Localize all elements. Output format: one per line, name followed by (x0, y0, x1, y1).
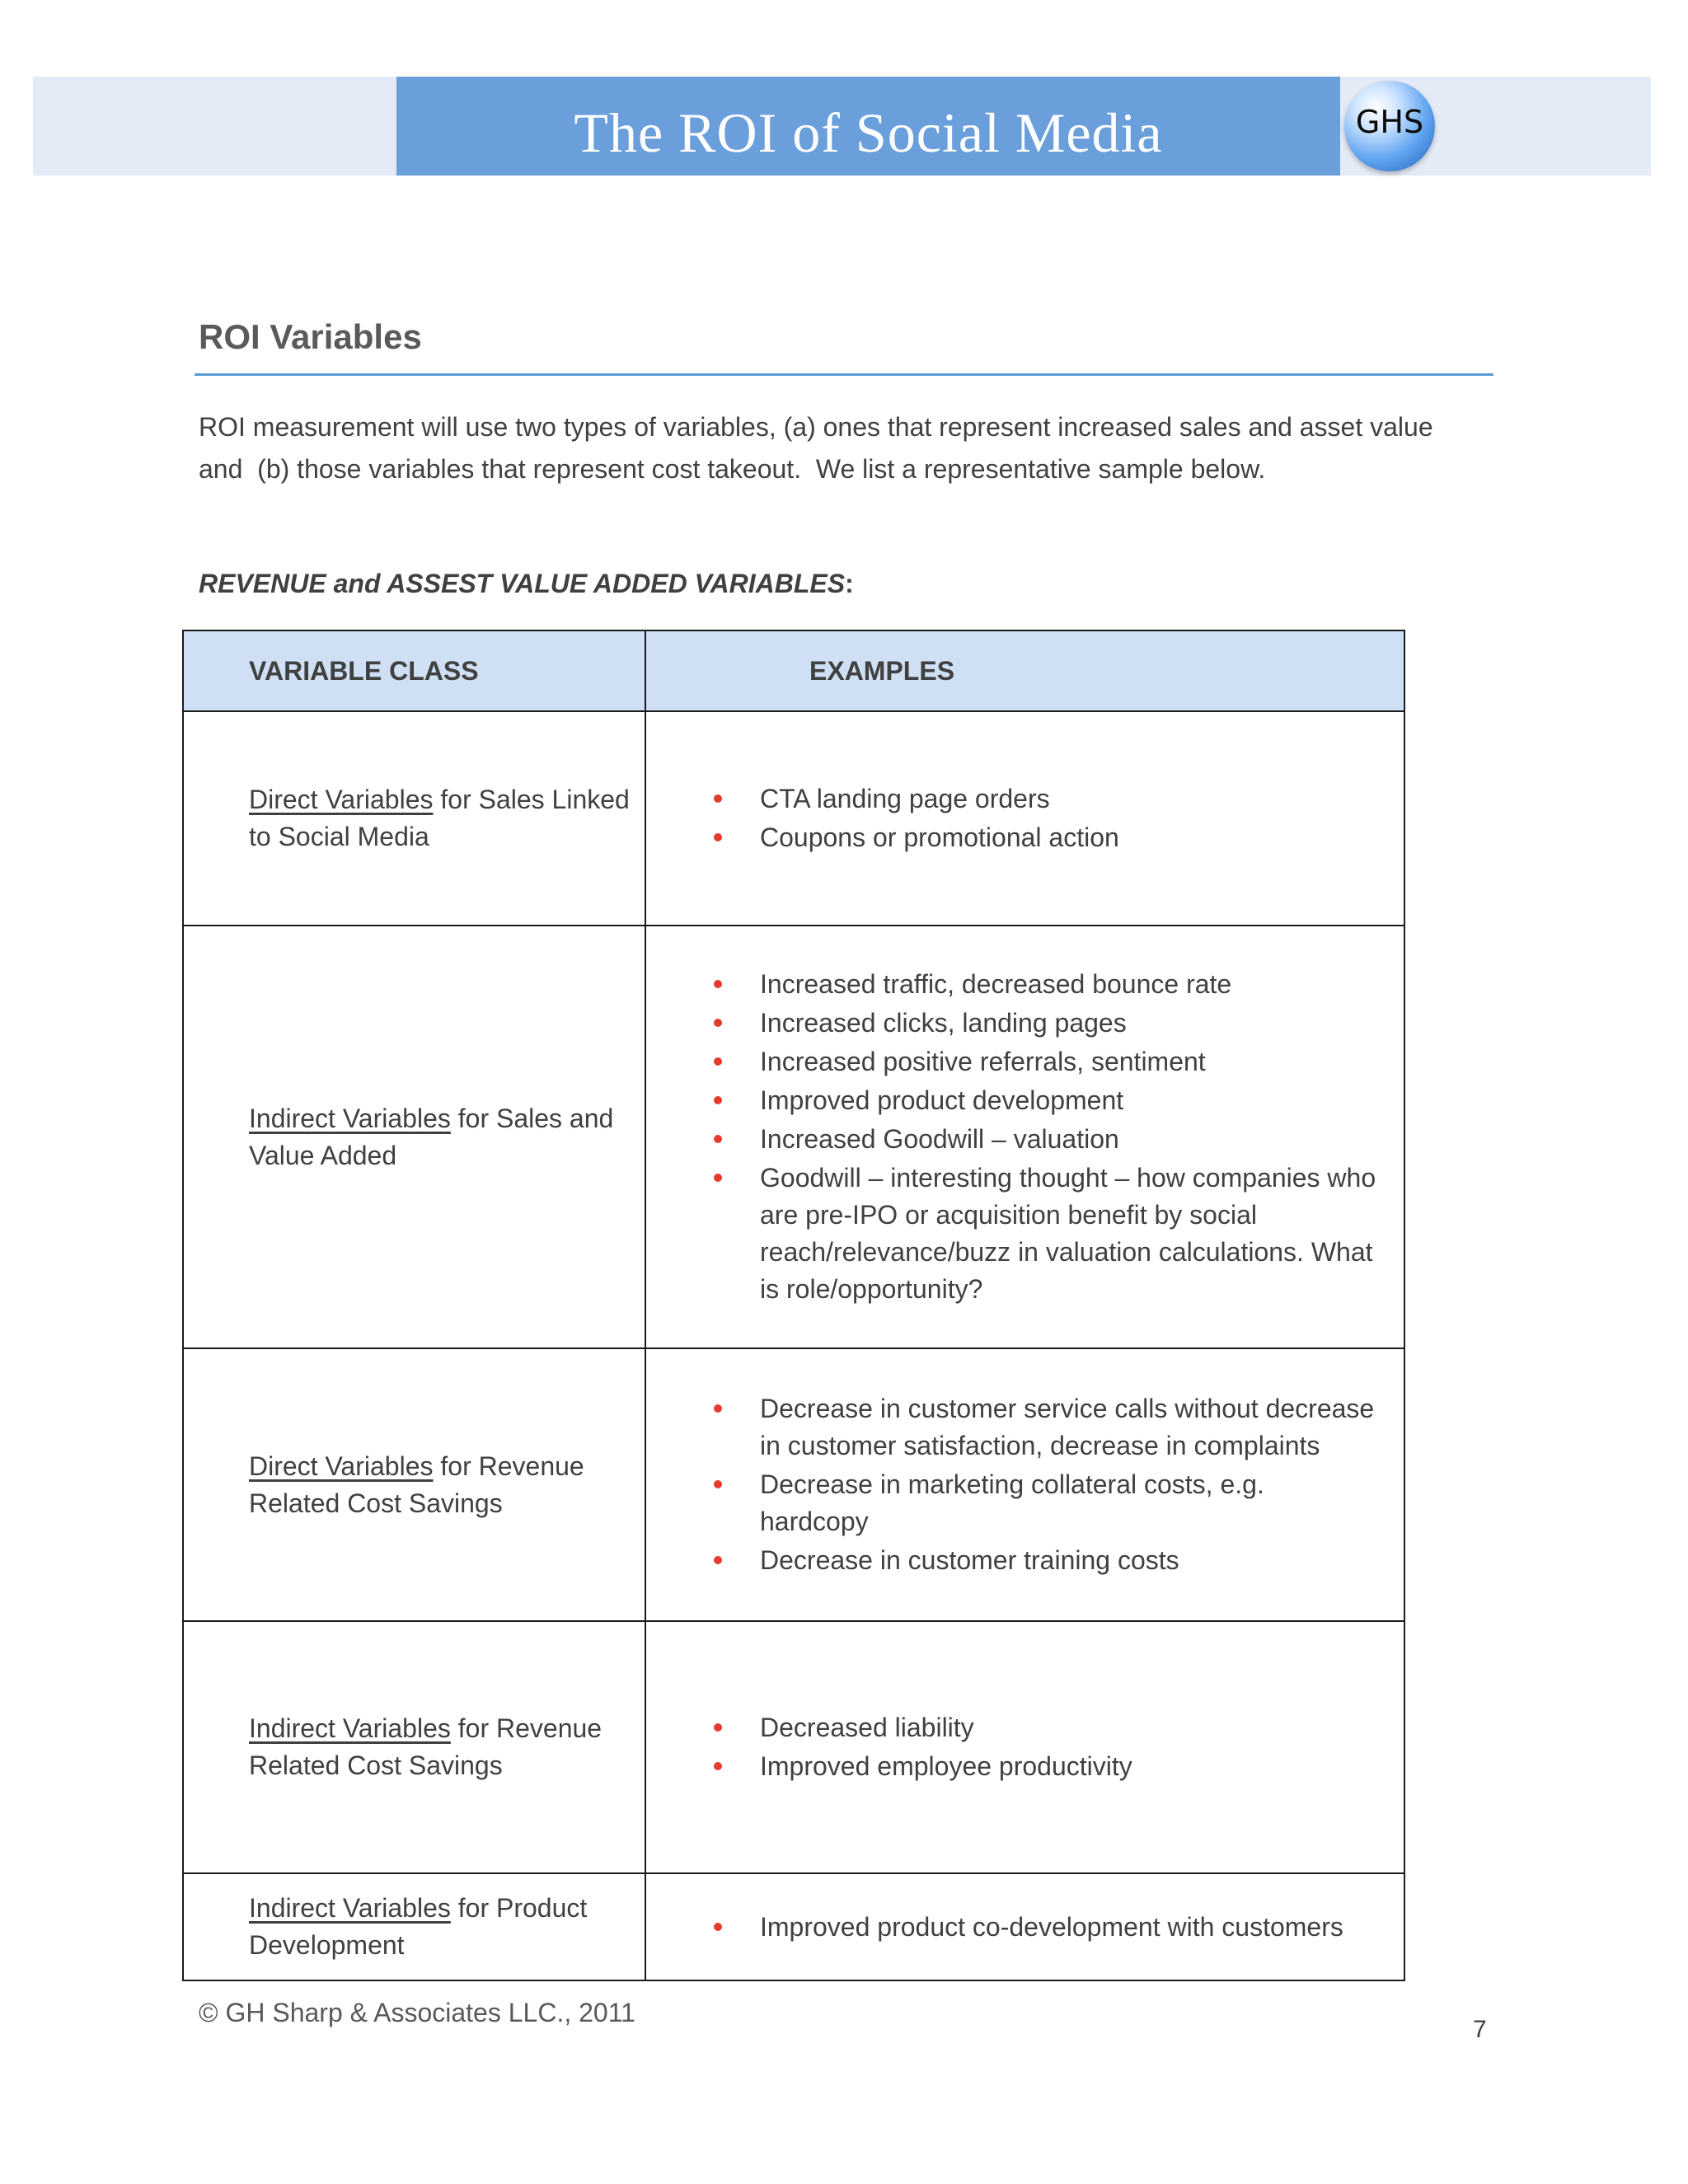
subheading-colon: : (845, 569, 854, 598)
table-row (183, 1873, 1404, 1980)
examples-cell (645, 926, 1404, 1348)
variable-type: Direct Variables (249, 785, 434, 814)
list-item: Decrease in customer training costs (760, 1542, 1379, 1579)
variable-type: Indirect Variables (249, 1893, 451, 1923)
table-row (183, 1621, 1404, 1873)
variable-class-cell (183, 1621, 645, 1873)
examples-cell (645, 1348, 1404, 1621)
examples-list (646, 780, 1404, 856)
document-title: The ROI of Social Media (574, 101, 1163, 164)
list-item: CTA landing page orders (760, 780, 1379, 818)
page-number: 7 (1473, 2016, 1487, 2043)
list-item: Improved product co-development with customers (760, 1909, 1379, 1946)
copyright-footer: © GH Sharp & Associates LLC., 2011 (199, 1998, 635, 2027)
list-item: Decreased liability (760, 1709, 1379, 1746)
table-subheading (199, 569, 854, 599)
variable-desc: for Revenue Related Cost Savings (249, 1451, 584, 1518)
variable-type: Direct Variables (249, 1451, 434, 1481)
list-item: Increased clicks, landing pages (760, 1005, 1379, 1042)
variables-table (182, 630, 1405, 1981)
logo-text: GHS (1355, 104, 1424, 140)
examples-list (646, 966, 1404, 1308)
examples-list (646, 1909, 1404, 1946)
list-item: Goodwill – interesting thought – how companies who are pre-IPO or acquisition benefit by social reach/relevance/buzz in valuation calculations. What is role/opportunity? (760, 1160, 1379, 1308)
header-variable-class: VARIABLE CLASS (183, 630, 645, 711)
variable-class-cell (183, 1348, 645, 1621)
list-item: Increased positive referrals, sentiment (760, 1043, 1379, 1080)
variable-type: Indirect Variables (249, 1103, 451, 1133)
examples-cell (645, 1621, 1404, 1873)
examples-cell (645, 1873, 1404, 1980)
list-item: Increased Goodwill – valuation (760, 1121, 1379, 1158)
table-row (183, 711, 1404, 926)
variable-desc: for Product Development (249, 1893, 588, 1960)
variable-desc: for Revenue Related Cost Savings (249, 1713, 603, 1780)
variable-desc: for Sales Linked to Social Media (249, 785, 630, 851)
ghs-logo (1340, 77, 1439, 176)
table-row (183, 1348, 1404, 1621)
variable-class-cell (183, 926, 645, 1348)
intro-line-1: ROI measurement will use two types of variables, (a) ones that represent increased sales and asset value (199, 412, 1433, 442)
intro-line-2: and (b) those variables that represent cost takeout. We list a representative sample below. (199, 454, 1266, 484)
variable-type: Indirect Variables (249, 1713, 451, 1743)
list-item: Improved product development (760, 1082, 1379, 1119)
list-item: Increased traffic, decreased bounce rate (760, 966, 1379, 1003)
header-examples: EXAMPLES (645, 630, 1404, 711)
examples-list (646, 1390, 1404, 1579)
list-item: Coupons or promotional action (760, 819, 1379, 856)
globe-icon (1344, 81, 1435, 171)
list-item: Improved employee productivity (760, 1748, 1379, 1785)
section-title: ROI Variables (199, 317, 422, 356)
header-title-bar (396, 77, 1340, 176)
variable-class-cell (183, 1873, 645, 1980)
table-header-row (183, 630, 1404, 711)
intro-paragraph (199, 406, 1517, 490)
variable-desc: for Sales and Value Added (249, 1103, 614, 1170)
examples-list (646, 1709, 1404, 1785)
list-item: Decrease in customer service calls without decrease in customer satisfaction, decrease in complaints (760, 1390, 1379, 1465)
list-item: Decrease in marketing collateral costs, e.g. hardcopy (760, 1466, 1379, 1540)
section-divider (195, 373, 1493, 376)
variable-class-cell (183, 711, 645, 926)
examples-cell (645, 711, 1404, 926)
subheading-text: REVENUE and ASSEST VALUE ADDED VARIABLES (199, 569, 846, 598)
table-row (183, 926, 1404, 1348)
